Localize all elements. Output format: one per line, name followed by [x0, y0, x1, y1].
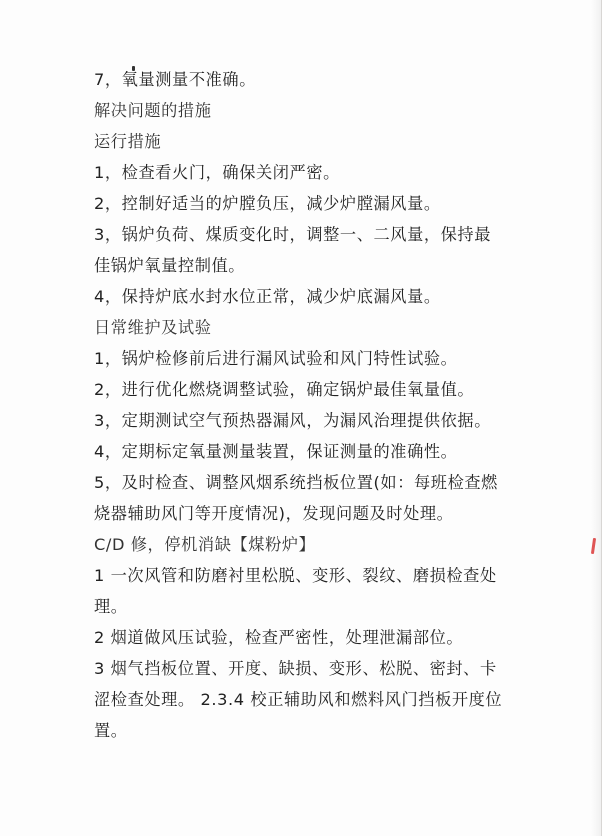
- document-body: [94, 64, 534, 746]
- text-line: 1 一次风管和防磨衬里松脱、变形、裂纹、磨损检查处: [94, 566, 497, 585]
- text-line: 1，锅炉检修前后进行漏风试验和风门特性试验。: [94, 349, 458, 368]
- text-line: 1，检查看火门，确保关闭严密。: [94, 163, 340, 182]
- text-line: 4，定期标定氧量测量装置，保证测量的准确性。: [94, 442, 458, 461]
- text-line: 5，及时检查、调整风烟系统挡板位置(如：每班检查燃: [94, 473, 498, 492]
- text-line: 7，氧量测量不准确。: [94, 70, 256, 89]
- text-line: 涩检查处理。 2.3.4 校正辅助风和燃料风门挡板开度位: [94, 690, 503, 709]
- text-line: 2，控制好适当的炉膛负压，减少炉膛漏风量。: [94, 194, 441, 213]
- subsection-heading: 运行措施: [94, 132, 162, 151]
- scan-edge-shadow: [591, 0, 601, 836]
- text-line: 佳锅炉氧量控制值。: [94, 256, 246, 275]
- subsection-heading: 日常维护及试验: [94, 318, 212, 337]
- section-heading: 解决问题的措施: [94, 101, 212, 120]
- text-line: 2 烟道做风压试验，检查严密性，处理泄漏部位。: [94, 628, 464, 647]
- text-line: 4，保持炉底水封水位正常，减少炉底漏风量。: [94, 287, 441, 306]
- text-line: 2，进行优化燃烧调整试验，确定锅炉最佳氧量值。: [94, 380, 475, 399]
- text-line: 3 烟气挡板位置、开度、缺损、变形、松脱、密封、卡: [94, 659, 497, 678]
- text-line: 3，定期测试空气预热器漏风，为漏风治理提供依据。: [94, 411, 492, 430]
- text-line: 烧器辅助风门等开度情况)，发现问题及时处理。: [94, 504, 454, 523]
- text-line: 理。: [94, 597, 128, 616]
- subsection-heading: C/D 修，停机消缺【煤粉炉】: [94, 535, 316, 554]
- text-line: 置。: [94, 721, 128, 740]
- text-line: 3，锅炉负荷、煤质变化时，调整一、二风量，保持最: [94, 225, 492, 244]
